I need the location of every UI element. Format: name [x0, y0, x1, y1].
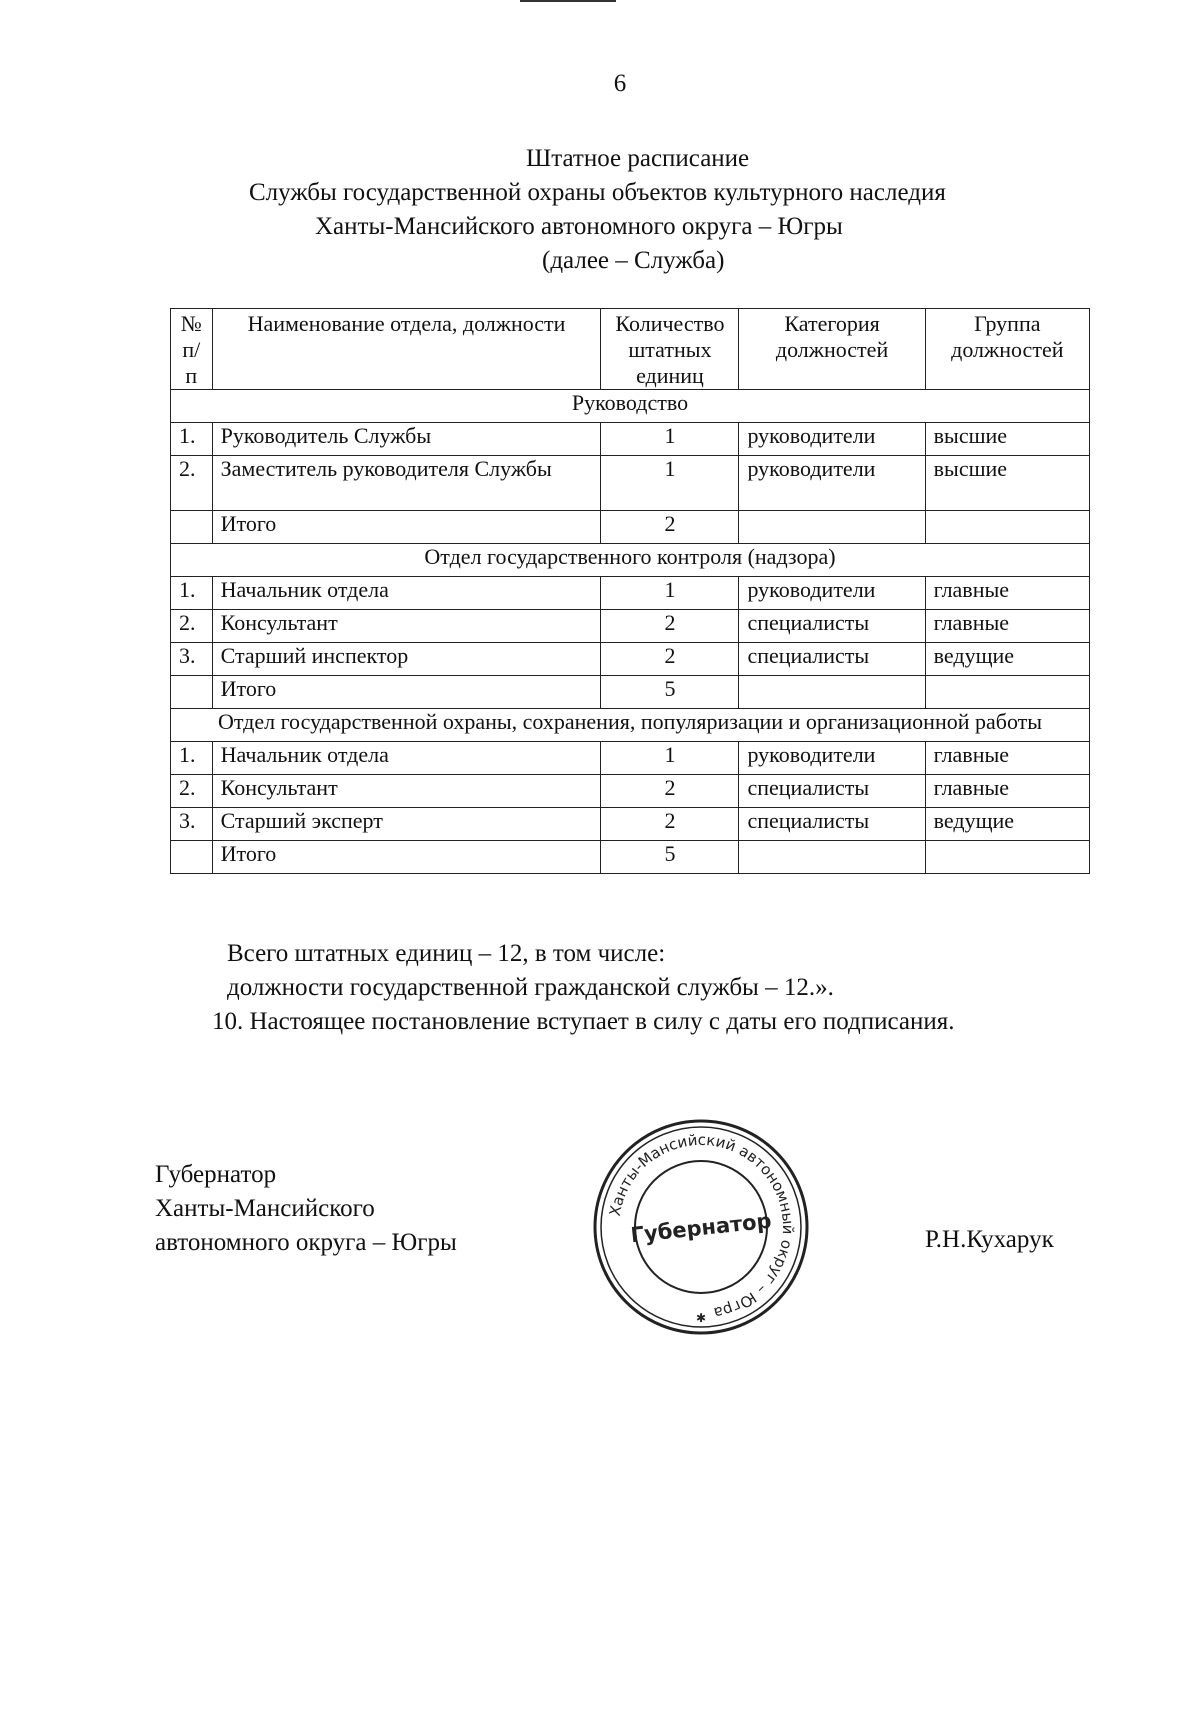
cell-empty [739, 511, 925, 544]
table-row [171, 423, 1090, 456]
cell-category: специалисты [739, 610, 925, 643]
cell-group: высшие [925, 456, 1089, 511]
cell-num-empty [171, 676, 213, 709]
table-row [171, 808, 1090, 841]
cell-qty: 1 [601, 423, 739, 456]
cell-num: 1. [171, 423, 213, 456]
cell-name: Начальник отдела [212, 577, 601, 610]
cell-name: Старший эксперт [212, 808, 601, 841]
title-line-3: Ханты-Мансийского автономного округа – Югры [315, 213, 843, 240]
total-row [171, 841, 1090, 874]
signer-title [155, 1158, 457, 1260]
total-qty: 5 [601, 841, 739, 874]
seal-ring-text: Ханты-Мансийский автономный округ – Югра [605, 1130, 798, 1322]
cell-name: Начальник отдела [212, 742, 601, 775]
cell-group: ведущие [925, 808, 1089, 841]
cell-empty [925, 676, 1089, 709]
table-row [171, 577, 1090, 610]
cell-category: специалисты [739, 808, 925, 841]
cell-num: 2. [171, 775, 213, 808]
cell-group: главные [925, 610, 1089, 643]
cell-qty: 1 [601, 456, 739, 511]
cell-num: 1. [171, 577, 213, 610]
cell-empty [925, 511, 1089, 544]
table-row [171, 643, 1090, 676]
total-label: Итого [212, 841, 601, 874]
cell-empty [739, 841, 925, 874]
cell-qty: 1 [601, 742, 739, 775]
cell-name: Старший инспектор [212, 643, 601, 676]
cell-qty: 2 [601, 610, 739, 643]
header-qty: Количество штатных единиц [601, 309, 739, 390]
cell-category: специалисты [739, 643, 925, 676]
cell-empty [925, 841, 1089, 874]
cell-num: 2. [171, 610, 213, 643]
section-title: Отдел государственного контроля (надзора) [171, 544, 1090, 577]
cell-qty: 1 [601, 577, 739, 610]
cell-num: 2. [171, 456, 213, 511]
summary-total-units: Всего штатных единиц – 12, в том числе: [227, 940, 666, 967]
total-qty: 2 [601, 511, 739, 544]
cell-num: 3. [171, 643, 213, 676]
section-title: Руководство [171, 390, 1090, 423]
title-line-2: Службы государственной охраны объектов культурного наследия [249, 179, 946, 206]
cell-qty: 2 [601, 808, 739, 841]
total-row [171, 676, 1090, 709]
seal-center-text: Губернатор [629, 1208, 773, 1248]
signer-name: Р.Н.Кухарук [925, 1226, 1054, 1253]
cell-qty: 2 [601, 643, 739, 676]
signer-line-3: автономного округа – Югры [155, 1229, 457, 1256]
official-seal [590, 1116, 812, 1338]
seal-star-icon: ✱ [695, 1311, 707, 1325]
section-row [171, 544, 1090, 577]
cell-num: 3. [171, 808, 213, 841]
table-header-row [171, 309, 1090, 390]
table-row [171, 775, 1090, 808]
page-number: 6 [613, 70, 627, 97]
signer-line-1: Губернатор [155, 1161, 277, 1188]
cell-num-empty [171, 511, 213, 544]
section-row [171, 709, 1090, 742]
cell-group: главные [925, 742, 1089, 775]
total-label: Итого [212, 676, 601, 709]
summary-civil-service: должности государственной гражданской службы – 12.». [227, 974, 834, 1001]
table-row [171, 456, 1090, 511]
cell-name: Консультант [212, 775, 601, 808]
cell-num-empty [171, 841, 213, 874]
header-group: Группа должностей [925, 309, 1089, 390]
top-rule [520, 0, 616, 2]
cell-name: Заместитель руководителя Службы [212, 456, 601, 511]
header-num: № п/п [171, 309, 213, 390]
signer-line-2: Ханты-Мансийского [155, 1195, 375, 1222]
cell-category: руководители [739, 456, 925, 511]
section-row [171, 390, 1090, 423]
cell-category: руководители [739, 577, 925, 610]
cell-qty: 2 [601, 775, 739, 808]
title-line-1: Штатное расписание [526, 145, 750, 172]
summary-effective-clause: 10. Настоящее постановление вступает в силу с даты его подписания. [212, 1008, 955, 1035]
cell-category: специалисты [739, 775, 925, 808]
cell-group: главные [925, 775, 1089, 808]
cell-group: главные [925, 577, 1089, 610]
total-qty: 5 [601, 676, 739, 709]
cell-group: высшие [925, 423, 1089, 456]
cell-category: руководители [739, 742, 925, 775]
cell-group: ведущие [925, 643, 1089, 676]
cell-empty [739, 676, 925, 709]
cell-name: Консультант [212, 610, 601, 643]
title-line-4: (далее – Служба) [542, 247, 725, 274]
total-label: Итого [212, 511, 601, 544]
cell-name: Руководитель Службы [212, 423, 601, 456]
cell-num: 1. [171, 742, 213, 775]
header-name: Наименование отдела, должности [212, 309, 601, 390]
staffing-table [170, 308, 1090, 874]
section-title: Отдел государственной охраны, сохранения, популяризации и организационной работы [171, 709, 1090, 742]
table-row [171, 610, 1090, 643]
header-category: Категория должностей [739, 309, 925, 390]
table-row [171, 742, 1090, 775]
total-row [171, 511, 1090, 544]
cell-category: руководители [739, 423, 925, 456]
